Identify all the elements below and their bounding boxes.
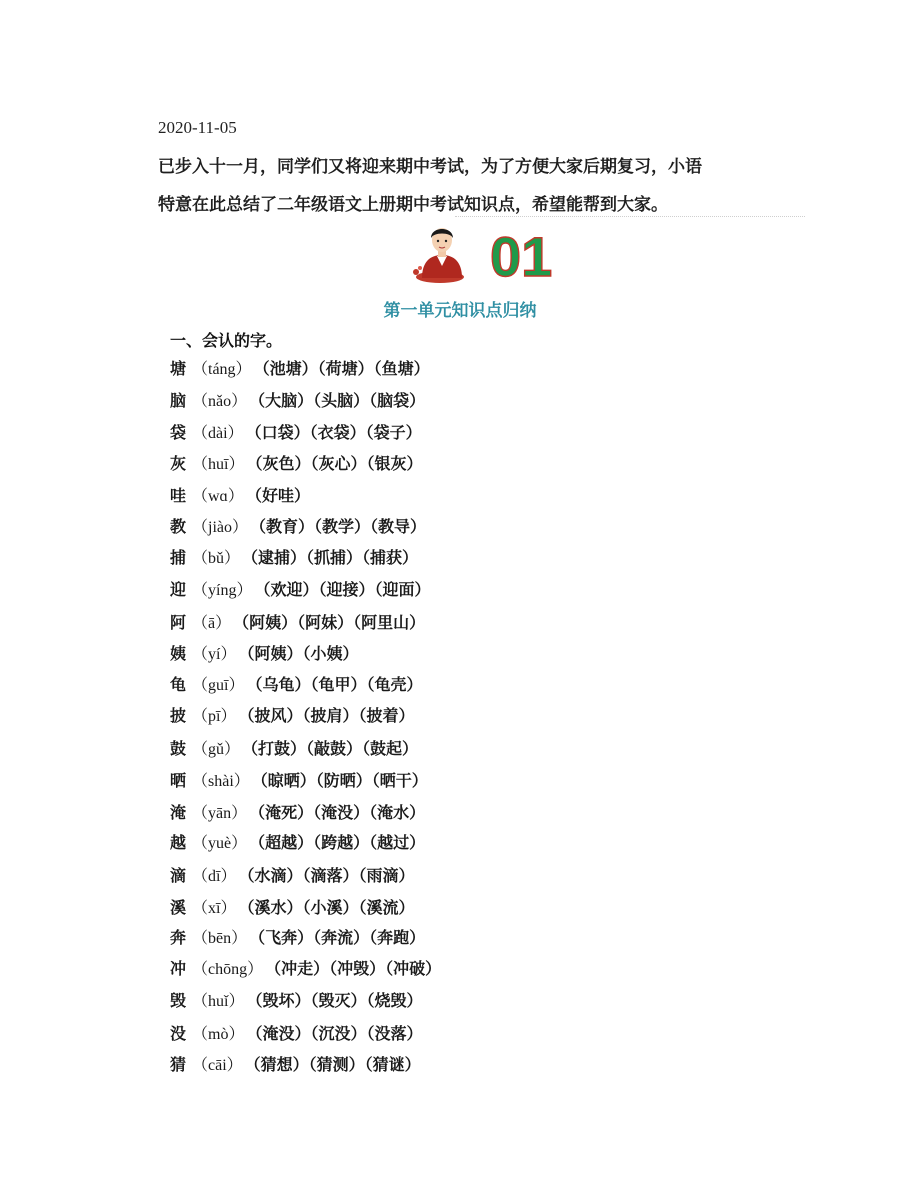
- vocab-char: 晒: [170, 771, 187, 790]
- list-item: [170, 830, 425, 856]
- list-item: [170, 420, 422, 446]
- vocab-words: （披风）（披肩）（披着）: [238, 706, 415, 725]
- vocab-pinyin: （shài）: [192, 773, 250, 790]
- vocab-pinyin: （pī）: [192, 708, 237, 725]
- vocab-words: （逮捕）（抓捕）（捕获）: [242, 548, 419, 567]
- list-item: [170, 545, 418, 571]
- vocab-words: （淹没）（沉没）（没落）: [246, 1024, 423, 1043]
- list-item: [170, 863, 414, 889]
- unit-banner: [410, 222, 560, 284]
- vocab-char: 猜: [170, 1055, 187, 1074]
- vocab-pinyin: （guī）: [192, 677, 245, 694]
- vocab-char: 没: [170, 1024, 187, 1043]
- vocab-pinyin: （jiào）: [192, 519, 248, 536]
- vocab-char: 龟: [170, 675, 187, 694]
- vocab-char: 姨: [170, 644, 187, 663]
- vocab-words: （大脑）（头脑）（脑袋）: [249, 391, 426, 410]
- teacher-avatar-icon: [413, 228, 464, 283]
- vocab-char: 塘: [170, 359, 187, 378]
- list-item: [170, 703, 414, 729]
- list-item: [170, 768, 428, 794]
- vocab-char: 披: [170, 706, 187, 725]
- section-title: 第一单元知识点归纳: [383, 301, 537, 321]
- list-item: [170, 672, 422, 698]
- vocab-words: （打鼓）（敲鼓）（鼓起）: [242, 739, 419, 758]
- list-item: [170, 925, 425, 951]
- list-item: [170, 356, 430, 382]
- section-heading: 一、会认的字。: [170, 331, 283, 350]
- vocab-words: （毁坏）（毁灭）（烧毁）: [246, 991, 423, 1010]
- vocab-char: 滴: [170, 866, 187, 885]
- vocab-pinyin: （chōng）: [192, 961, 264, 978]
- vocab-pinyin: （yān）: [192, 805, 248, 822]
- vocab-pinyin: （ā）: [192, 615, 232, 632]
- list-item: [170, 388, 425, 414]
- vocab-pinyin: （dī）: [192, 868, 237, 885]
- vocab-words: （晾晒）（防晒）（晒干）: [251, 771, 428, 790]
- vocab-words: （欢迎）（迎接）（迎面）: [254, 580, 431, 599]
- vocab-char: 捕: [170, 548, 187, 567]
- list-item: [170, 736, 418, 762]
- vocab-words: （飞奔）（奔流）（奔跑）: [249, 928, 426, 947]
- vocab-words: （冲走）（冲毁）（冲破）: [265, 959, 442, 978]
- vocab-char: 袋: [170, 423, 187, 442]
- unit-number: 01: [490, 225, 553, 284]
- vocab-char: 鼓: [170, 739, 187, 758]
- vocab-words: （口袋）（衣袋）（袋子）: [245, 423, 422, 442]
- vocab-words: （池塘）（荷塘）（鱼塘）: [253, 359, 430, 378]
- vocab-words: （淹死）（淹没）（淹水）: [249, 803, 426, 822]
- list-item: [170, 895, 414, 921]
- vocab-pinyin: （yíng）: [192, 582, 253, 599]
- vocab-pinyin: （cāi）: [192, 1057, 243, 1074]
- list-item: [170, 641, 358, 667]
- list-item: [170, 800, 425, 826]
- vocab-words: （阿姨）（阿妹）（阿里山）: [233, 613, 426, 632]
- list-item: [170, 483, 310, 509]
- vocab-char: 淹: [170, 803, 187, 822]
- list-item: [170, 610, 425, 636]
- vocab-char: 脑: [170, 391, 187, 410]
- vocab-pinyin: （yuè）: [192, 835, 248, 852]
- list-item: [170, 514, 426, 540]
- vocab-char: 奔: [170, 928, 187, 947]
- vocab-words: （水滴）（滴落）（雨滴）: [238, 866, 415, 885]
- vocab-pinyin: （xī）: [192, 900, 237, 917]
- vocab-char: 阿: [170, 613, 187, 632]
- vocab-char: 溪: [170, 898, 187, 917]
- vocab-pinyin: （mò）: [192, 1026, 245, 1043]
- vocab-words: （超越）（跨越）（越过）: [249, 833, 426, 852]
- divider: [455, 216, 805, 217]
- list-item: [170, 1021, 422, 1047]
- vocab-words: （猜想）（猜测）（猜谜）: [244, 1055, 421, 1074]
- vocab-pinyin: （gǔ）: [192, 741, 241, 758]
- date: 2020-11-05: [158, 118, 237, 137]
- vocab-char: 哇: [170, 486, 187, 505]
- vocab-char: 灰: [170, 454, 187, 473]
- vocab-pinyin: （nǎo）: [192, 393, 248, 410]
- vocab-words: （教育）（教学）（教导）: [250, 517, 427, 536]
- vocab-words: （溪水）（小溪）（溪流）: [238, 898, 415, 917]
- vocab-char: 冲: [170, 959, 187, 978]
- vocab-char: 教: [170, 517, 187, 536]
- list-item: [170, 577, 430, 603]
- vocab-words: （好哇）: [245, 486, 310, 505]
- vocab-pinyin: （yí）: [192, 646, 237, 663]
- list-item: [170, 1052, 421, 1078]
- vocab-pinyin: （bǔ）: [192, 550, 241, 567]
- vocab-words: （灰色）（灰心）（银灰）: [246, 454, 423, 473]
- vocab-pinyin: （táng）: [192, 361, 252, 378]
- vocab-pinyin: （bēn）: [192, 930, 248, 947]
- vocab-pinyin: （dài）: [192, 425, 244, 442]
- intro-line-1: 已步入十一月，同学们又将迎来期中考试，为了方便大家后期复习，小语: [158, 157, 702, 177]
- list-item: [170, 451, 422, 477]
- list-item: [170, 956, 441, 982]
- vocab-char: 越: [170, 833, 187, 852]
- vocab-char: 毁: [170, 991, 187, 1010]
- vocab-pinyin: （huī）: [192, 456, 245, 473]
- intro-line-2: 特意在此总结了二年级语文上册期中考试知识点，希望能帮到大家。: [158, 195, 668, 215]
- vocab-pinyin: （wɑ）: [192, 488, 244, 505]
- vocab-char: 迎: [170, 580, 187, 599]
- list-item: [170, 988, 422, 1014]
- vocab-words: （阿姨）（小姨）: [238, 644, 359, 663]
- vocab-pinyin: （huǐ）: [192, 993, 245, 1010]
- vocab-words: （乌龟）（龟甲）（龟壳）: [246, 675, 423, 694]
